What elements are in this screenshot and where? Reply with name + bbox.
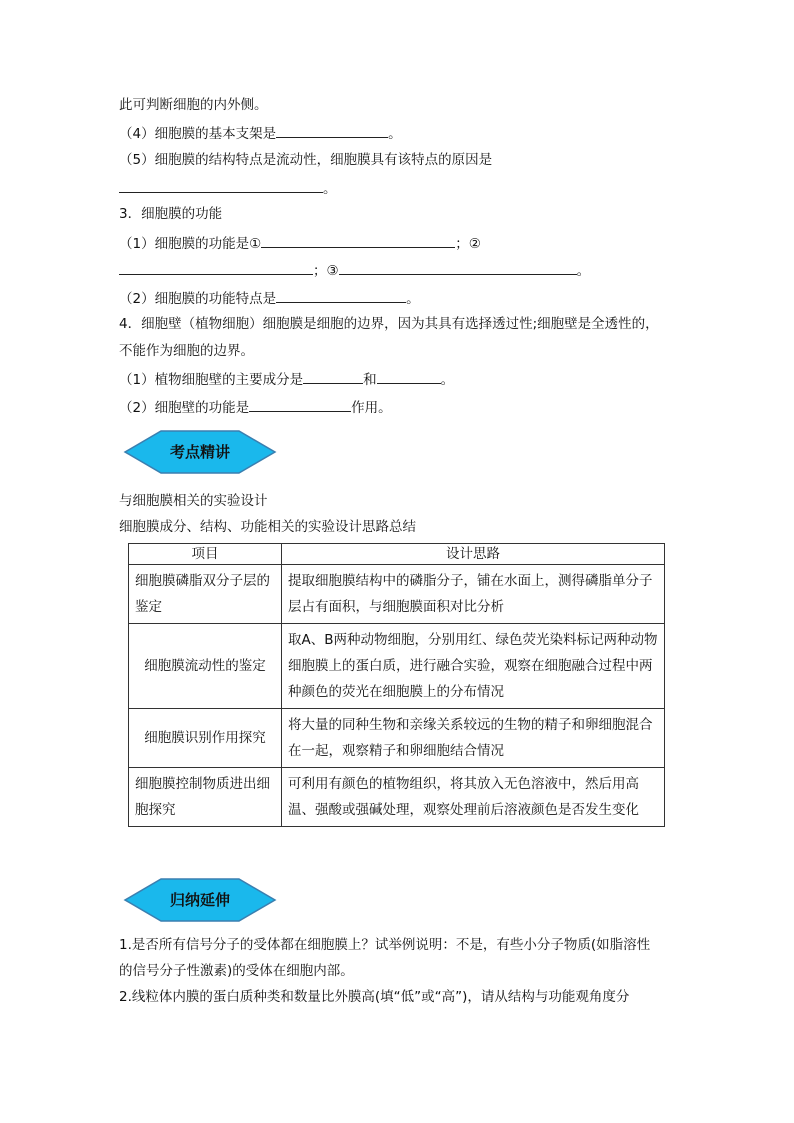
answer-blank[interactable]	[377, 369, 441, 384]
table-header-cell: 设计思路	[282, 544, 665, 565]
table-cell-idea: 将大量的同种生物和亲缘关系较远的生物的精子和卵细胞混合在一起，观察精子和卵细胞结合情况	[282, 709, 665, 768]
question-4-4	[119, 123, 402, 143]
question-text: 和	[363, 372, 377, 388]
question-4-1	[119, 369, 454, 389]
extension-paragraph-2: 2.线粒体内膜的蛋白质种类和数量比外膜高(填“低”或“高”)，请从结构与功能观角度分	[119, 989, 630, 1005]
question-text: 。	[576, 263, 591, 279]
answer-blank[interactable]	[339, 260, 577, 275]
table-cell-item: 细胞膜磷脂双分子层的鉴定	[129, 565, 282, 624]
answer-line	[119, 178, 337, 198]
answer-blank[interactable]	[303, 369, 363, 384]
question-4-2	[119, 397, 392, 417]
table-header-cell: 项目	[129, 544, 282, 565]
section-subheading: 细胞膜成分、结构、功能相关的实验设计思路总结	[119, 519, 416, 535]
table-cell-item: 细胞膜控制物质进出细胞探究	[129, 768, 282, 827]
experiment-design-table	[128, 543, 665, 827]
text-line: 此可判断细胞的内外侧。	[119, 97, 268, 113]
text-line: 不能作为细胞的边界。	[119, 343, 254, 359]
table-row	[129, 624, 665, 709]
answer-blank[interactable]	[276, 123, 388, 138]
question-text: 。	[406, 291, 420, 307]
answer-blank[interactable]	[261, 233, 455, 248]
extension-paragraph-1-cont: 的信号分子性激素)的受体在细胞内部。	[119, 963, 354, 979]
question-text: ；③	[313, 263, 339, 279]
section-badge-kaodian	[123, 429, 277, 475]
question-text: 。	[440, 372, 455, 388]
section-heading-3: 3．细胞膜的功能	[119, 206, 223, 222]
question-text: （1）植物细胞壁的主要成分是	[119, 372, 304, 388]
question-text: 。	[323, 181, 337, 197]
question-3-1	[119, 233, 481, 253]
section-subheading: 与细胞膜相关的实验设计	[119, 493, 268, 509]
answer-blank[interactable]	[276, 288, 406, 303]
section-badge-guina	[123, 877, 277, 923]
answer-blank[interactable]	[119, 178, 323, 193]
section-heading-4: 4．细胞壁（植物细胞）细胞膜是细胞的边界，因为其具有选择透过性;细胞壁是全透性的，	[119, 316, 659, 332]
answer-line	[119, 260, 590, 280]
answer-blank[interactable]	[119, 260, 313, 275]
table-row	[129, 768, 665, 827]
badge-label: 归纳延伸	[169, 891, 230, 909]
table-row	[129, 565, 665, 624]
table-header-row	[129, 544, 665, 565]
question-text: （1）细胞膜的功能是①	[119, 236, 262, 252]
table-cell-idea: 取A、B两种动物细胞，分别用红、绿色荧光染料标记两种动物细胞膜上的蛋白质，进行融合实验，观察在细胞融合过程中两种颜色的荧光在细胞膜上的分布情况	[282, 624, 665, 709]
table-row	[129, 709, 665, 768]
question-text: 作用。	[351, 400, 392, 416]
table-cell-item: 细胞膜流动性的鉴定	[129, 624, 282, 709]
answer-blank[interactable]	[249, 397, 351, 412]
table-cell-idea: 可利用有颜色的植物组织，将其放入无色溶液中，然后用高温、强酸或强碱处理，观察处理前后溶液颜色是否发生变化	[282, 768, 665, 827]
question-text: （2）细胞膜的功能特点是	[119, 291, 277, 307]
question-3-2	[119, 288, 420, 308]
question-4-5: （5）细胞膜的结构特点是流动性，细胞膜具有该特点的原因是	[119, 152, 493, 168]
question-text: （4）细胞膜的基本支架是	[119, 126, 277, 142]
badge-label: 考点精讲	[169, 443, 230, 461]
table-cell-item: 细胞膜识别作用探究	[129, 709, 282, 768]
extension-paragraph-1: 1.是否所有信号分子的受体都在细胞膜上？试举例说明：不是，有些小分子物质(如脂溶性	[119, 937, 651, 953]
question-text: 。	[388, 126, 402, 142]
table-cell-idea: 提取细胞膜结构中的磷脂分子，铺在水面上，测得磷脂单分子层占有面积，与细胞膜面积对比分析	[282, 565, 665, 624]
question-text: ；②	[455, 236, 481, 252]
question-text: （2）细胞壁的功能是	[119, 400, 250, 416]
